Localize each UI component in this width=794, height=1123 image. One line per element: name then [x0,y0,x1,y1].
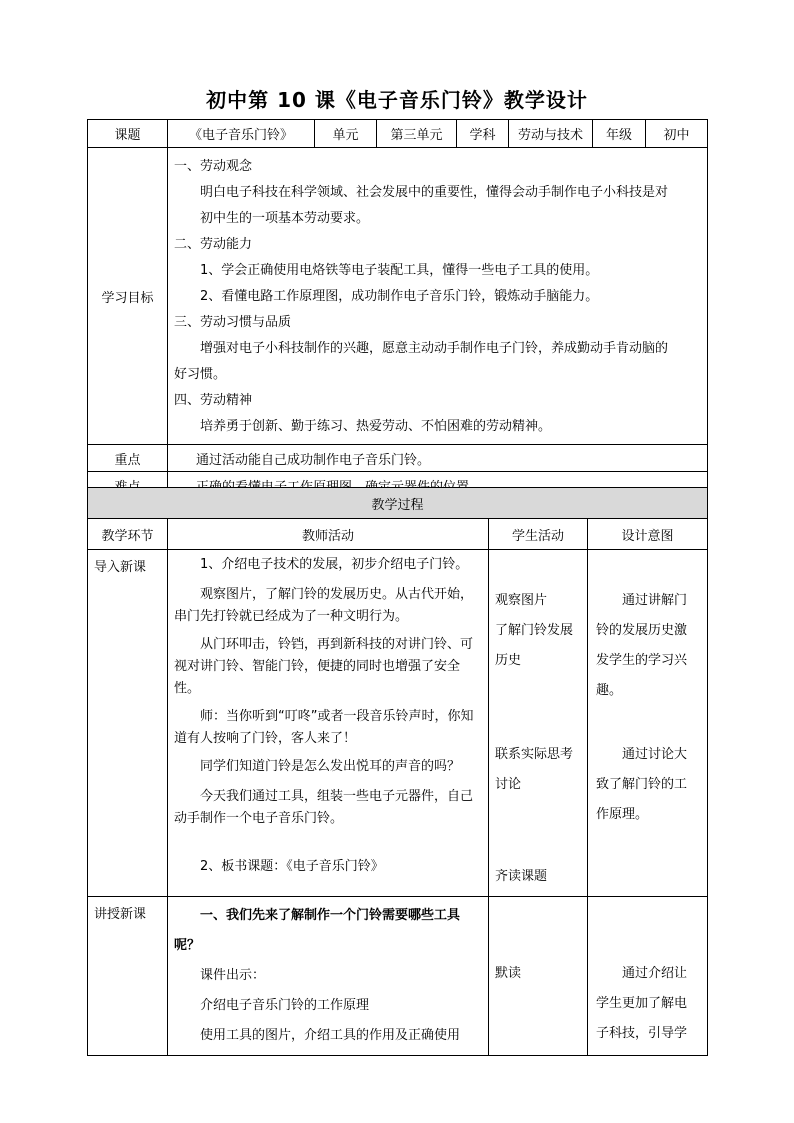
grade-label: 年级 [593,120,646,148]
student-text: 了解门铃发展历史 [495,623,574,668]
unit-value: 第三单元 [377,120,457,148]
student-text: 默读 [495,966,522,981]
objective-heading: 一、劳动观念 [174,159,253,174]
intent-text: 通过介绍让学生更加了解电子科技，引导学 [596,966,688,1041]
teacher-activity-intro [168,550,489,897]
student-activity-new [489,897,588,1056]
teacher-text: 2、板书课题：《电子音乐门铃》 [200,859,384,874]
teacher-text: 同学们知道门铃是怎么发出悦耳的声音的吗？ [200,759,461,774]
teacher-text: 从门环叩击，铃铛，再到新科技的对讲门铃、可视对讲门铃、智能门铃，便捷的同时也增强了安全性。 [174,637,474,696]
key-point-label: 重点 [88,445,168,472]
page-title: 初中第 10 课《电子音乐门铃》教学设计 [206,88,588,112]
objective-heading: 二、劳动能力 [174,237,253,252]
objective-text: 好习惯。 [174,367,227,382]
objective-text: 初中生的一项基本劳动要求。 [200,211,370,226]
objective-text: 2、看懂电路工作原理图，成功制作电子音乐门铃，锻炼动手脑能力。 [200,289,599,304]
objective-text: 增强对电子小科技制作的兴趣，愿意主动动手制作电子门铃，养成勤动手肯动脑的 [200,341,669,356]
col-header-teacher: 教师活动 [168,519,489,550]
stage-new-lesson: 讲授新课 [88,897,168,1056]
teacher-text: 一、我们先来了解制作一个门铃需要哪些工具呢？ [174,908,461,953]
process-section-title: 教学过程 [88,488,708,519]
teacher-text: 师：当你听到“叮咚”或者一段音乐铃声时，你知道有人按响了门铃，客人来了！ [174,709,474,746]
col-header-student: 学生活动 [489,519,588,550]
student-text: 齐读课题 [495,869,548,884]
student-text: 观察图片 [495,593,548,608]
subject-value: 劳动与技术 [509,120,593,148]
objectives-label: 学习目标 [88,148,168,445]
objective-heading: 四、劳动精神 [174,393,253,408]
intent-text: 通过讨论大致了解门铃的工作原理。 [596,747,688,822]
teacher-text: 今天我们通过工具，组装一些电子元器件，自己动手制作一个电子音乐门铃。 [174,789,474,826]
teacher-text: 介绍电子音乐门铃的工作原理 [200,998,370,1013]
teacher-text: 1、介绍电子技术的发展，初步介绍电子门铃。 [200,557,469,572]
course-value: 《电子音乐门铃》 [168,120,315,148]
objective-text: 培养勇于创新、勤于练习、热爱劳动、不怕困难的劳动精神。 [200,419,552,434]
stage-intro: 导入新课 [88,550,168,897]
grade-value: 初中 [646,120,708,148]
teacher-text: 观察图片，了解门铃的发展历史。从古代开始，串门先打铃就已经成为了一种文明行为。 [174,587,474,624]
teacher-activity-new [168,897,489,1056]
teacher-text: 使用工具的图片，介绍工具的作用及正确使用 [200,1028,461,1043]
col-header-stage: 教学环节 [88,519,168,550]
teaching-process-table [87,487,708,1056]
design-intent-new [588,897,708,1056]
objective-text: 明白电子科技在科学领域、社会发展中的重要性，懂得会动手制作电子小科技是对 [200,185,669,200]
key-point-value: 通过活动能自己成功制作电子音乐门铃。 [168,445,708,472]
subject-label: 学科 [457,120,509,148]
intent-text: 通过讲解门铃的发展历史激发学生的学习兴趣。 [596,593,688,698]
col-header-intent: 设计意图 [588,519,708,550]
course-label: 课题 [88,120,168,148]
student-text: 联系实际思考讨论 [495,747,574,792]
teacher-text: 课件出示： [200,968,266,983]
unit-label: 单元 [315,120,377,148]
objective-heading: 三、劳动习惯与品质 [174,315,292,330]
objectives-content [168,148,708,445]
objective-text: 1、学会正确使用电烙铁等电子装配工具，懂得一些电子工具的使用。 [200,263,599,278]
lesson-info-table [87,119,708,499]
student-activity-intro [489,550,588,897]
design-intent-intro [588,550,708,897]
